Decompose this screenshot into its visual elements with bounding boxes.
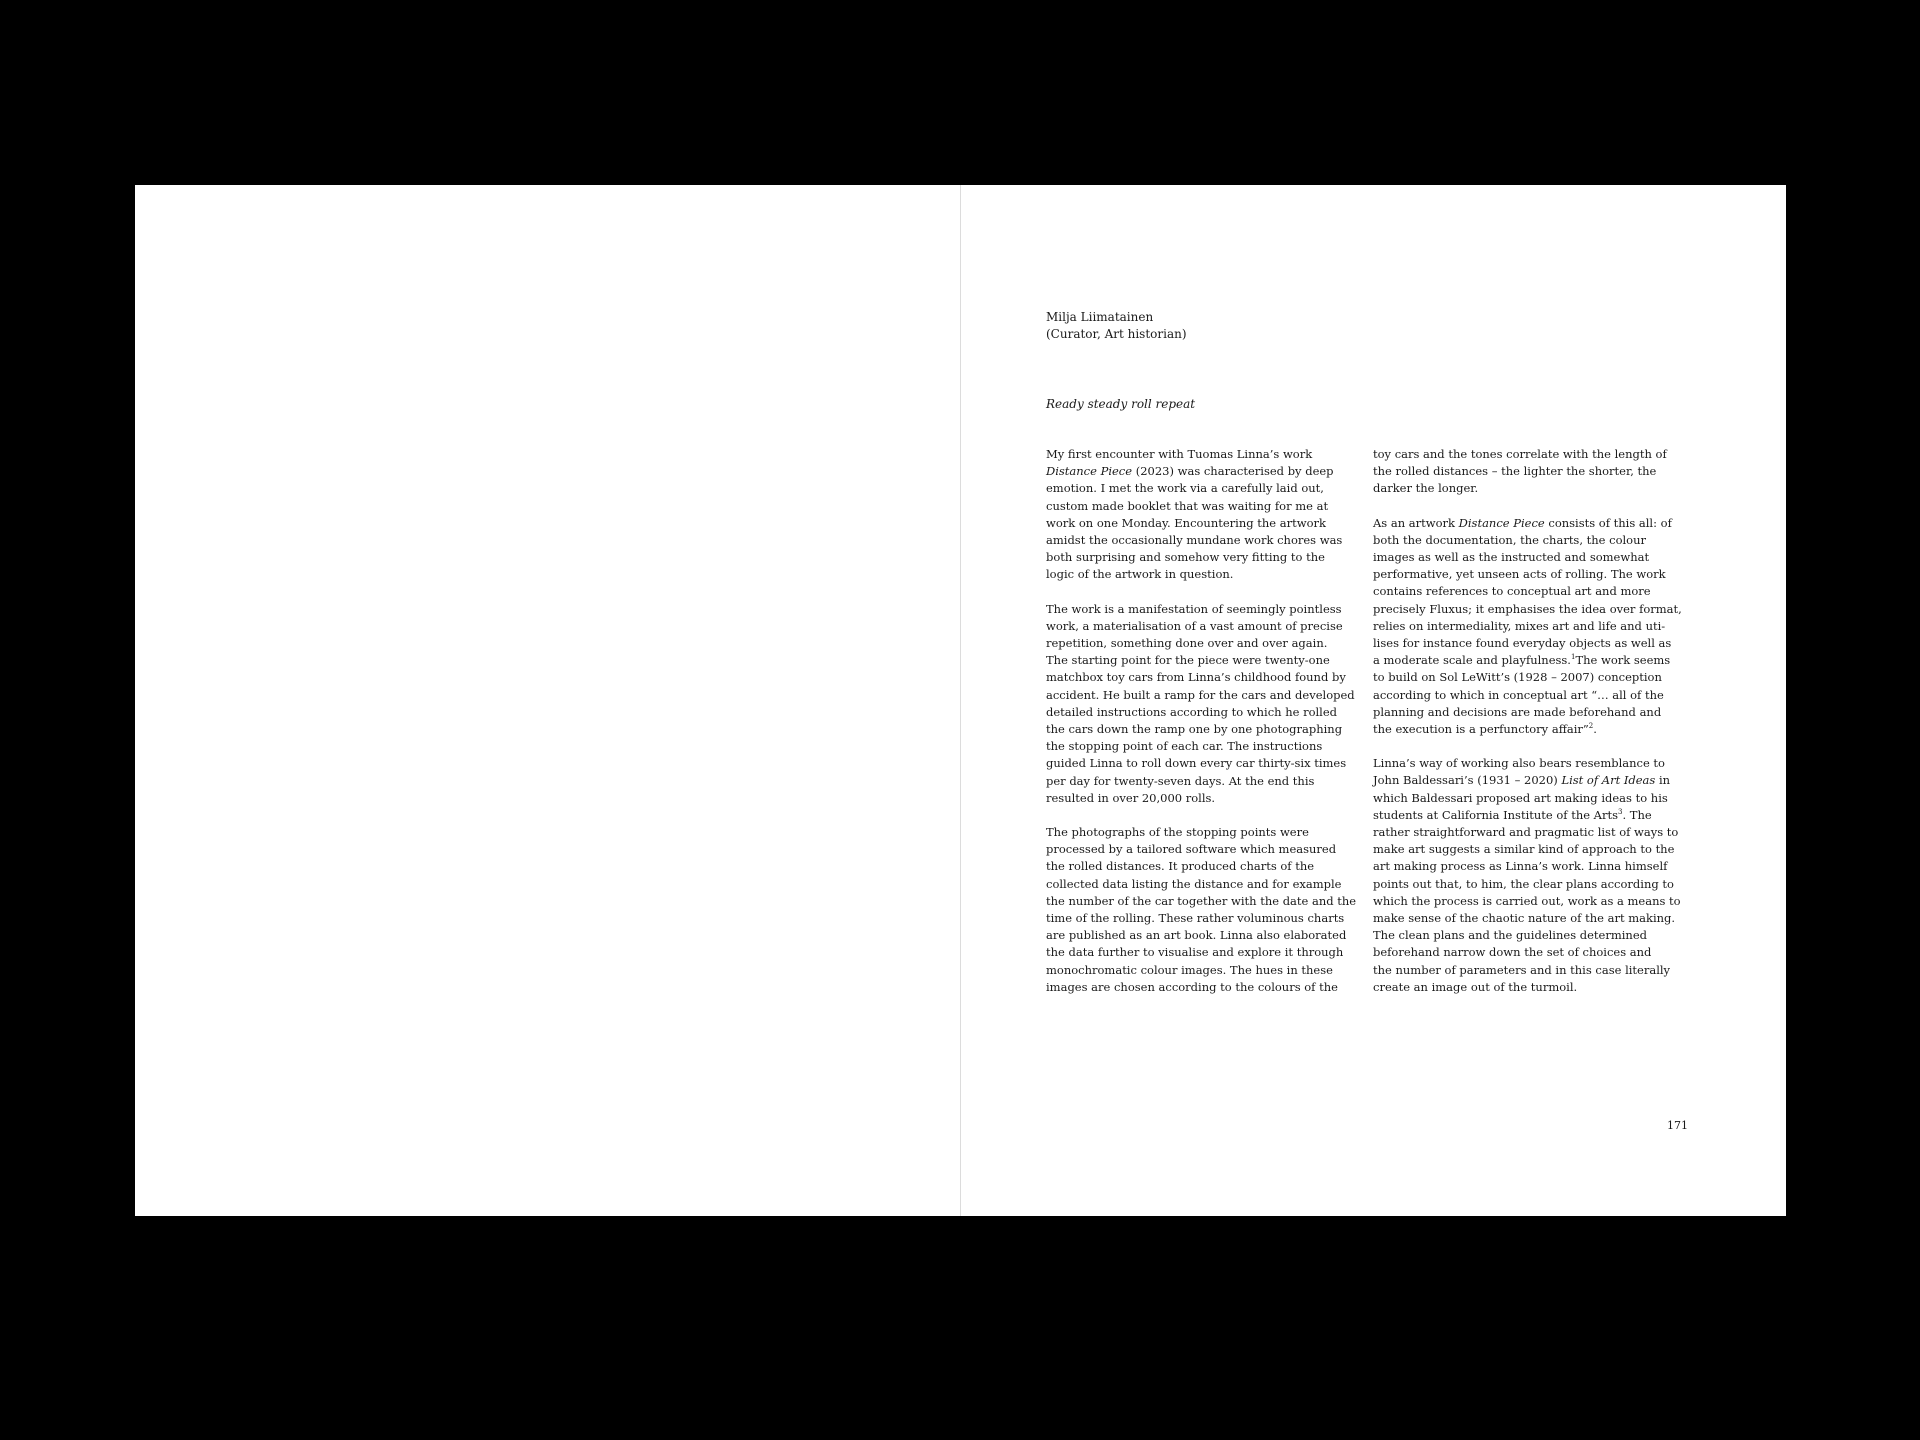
text-line: detailed instructions according to which he rolled: [1046, 704, 1338, 719]
text-line: the stopping point of each car. The instructions: [1046, 739, 1323, 754]
text-fragment: . The: [1622, 807, 1652, 822]
text-line: resulted in over 20,000 rolls.: [1046, 790, 1216, 805]
text-line: relies on intermediality, mixes art and life and uti-: [1373, 618, 1666, 633]
author-block: [1046, 309, 1187, 343]
essay-title: Ready steady roll repeat: [1046, 397, 1196, 411]
work-title-italic: List of Art Ideas: [1561, 773, 1656, 788]
text-line: which the process is carried out, work as a means to: [1373, 893, 1681, 908]
text-line: The clean plans and the guidelines determined: [1373, 928, 1647, 943]
right-page: [961, 185, 1786, 1216]
text-line: monochromatic colour images. The hues in these: [1046, 962, 1333, 977]
text-fragment: students at California Institute of the Arts: [1373, 807, 1619, 822]
text-line: work, a materialisation of a vast amount of precise: [1046, 618, 1343, 633]
paragraph-toy-cars: [1373, 446, 1673, 498]
paragraph-baldessari: [1373, 755, 1681, 996]
text-line: the rolled distances. It produced charts of the: [1046, 859, 1315, 874]
text-line: The starting point for the piece were twenty-one: [1046, 653, 1330, 668]
page-number: 171: [1667, 1119, 1688, 1132]
text-line: make art suggests a similar kind of approach to the: [1373, 842, 1675, 857]
text-line: [1373, 652, 1673, 669]
text-line: the rolled distances – the lighter the shorter, the: [1373, 464, 1657, 479]
text-line: matchbox toy cars from Linna’s childhood found by: [1046, 670, 1346, 685]
text-line: emotion. I met the work via a carefully laid out,: [1046, 481, 1324, 496]
text-line: the data further to visualise and explore it through: [1046, 945, 1344, 960]
footnote-marker: 2: [1588, 722, 1594, 731]
text-line: collected data listing the distance and for example: [1046, 876, 1342, 891]
text-line: The work is a manifestation of seemingly pointless: [1046, 601, 1342, 616]
paragraph-first-encounter: [1046, 446, 1346, 584]
text-fragment: The work seems: [1575, 653, 1671, 668]
text-line: the cars down the ramp one by one photographing: [1046, 722, 1343, 737]
text-line: beforehand narrow down the set of choices and: [1373, 945, 1652, 960]
footnote-marker: 3: [1618, 808, 1623, 817]
text-line: My first encounter with Tuomas Linna’s work: [1046, 447, 1313, 461]
text-line: create an image out of the turmoil.: [1373, 979, 1578, 994]
text-fragment: (2023) was characterised by deep: [1132, 464, 1334, 479]
text-line: logic of the artwork in question.: [1046, 567, 1234, 582]
text-line: Linna’s way of working also bears resemblance to: [1373, 756, 1665, 771]
text-fragment: consists of this all: of: [1544, 515, 1672, 530]
text-line: images as well as the instructed and somewhat: [1373, 550, 1650, 565]
text-line: rather straightforward and pragmatic list of ways to: [1373, 825, 1679, 840]
text-line: [1373, 807, 1673, 824]
text-line: [1373, 515, 1673, 532]
text-line: lises for instance found everyday objects as well as: [1373, 636, 1672, 651]
text-line: processed by a tailored software which measured: [1046, 842, 1337, 857]
book-spread: [135, 185, 1786, 1216]
work-title-italic: Distance Piece: [1458, 515, 1545, 530]
text-line: time of the rolling. These rather voluminous charts: [1046, 911, 1345, 926]
text-line: accident. He built a ramp for the cars and developed: [1046, 687, 1355, 702]
text-line: contains references to conceptual art and more: [1373, 584, 1651, 599]
text-line: [1373, 772, 1673, 789]
text-column-left: [1046, 446, 1357, 1013]
text-line: art making process as Linna’s work. Linna himself: [1373, 859, 1668, 874]
text-line: both the documentation, the charts, the colour: [1373, 532, 1647, 547]
text-line: according to which in conceptual art “… all of the: [1373, 687, 1664, 702]
text-line: the number of parameters and in this case literally: [1373, 962, 1671, 977]
text-line: performative, yet unseen acts of rolling. The work: [1373, 567, 1666, 582]
text-line: images are chosen according to the colours of the: [1046, 979, 1338, 994]
paragraph-manifestation: [1046, 601, 1355, 807]
text-line: both surprising and somehow very fitting to the: [1046, 550, 1325, 565]
text-fragment: .: [1593, 722, 1597, 737]
text-fragment: John Baldessari’s (1931 – 2020): [1373, 773, 1562, 788]
text-line: The photographs of the stopping points were: [1046, 825, 1309, 840]
text-line: planning and decisions are made beforehand and: [1373, 704, 1662, 719]
author-name: Milja Liimatainen: [1046, 310, 1154, 324]
text-line: are published as an art book. Linna also elaborated: [1046, 928, 1347, 943]
author-role: (Curator, Art historian): [1046, 327, 1187, 341]
text-fragment: As an artwork: [1373, 515, 1459, 530]
text-line: which Baldessari proposed art making ideas to his: [1373, 790, 1668, 805]
text-line: custom made booklet that was waiting for me at: [1046, 498, 1329, 513]
text-line: precisely Fluxus; it emphasises the idea over format,: [1373, 601, 1682, 616]
text-line: guided Linna to roll down every car thirty-six times: [1046, 756, 1347, 771]
paragraph-artwork-distance-piece: [1373, 515, 1682, 739]
text-line: the number of the car together with the date and the: [1046, 893, 1357, 908]
text-line: [1046, 463, 1346, 480]
footnote-marker: 1: [1570, 653, 1576, 662]
text-line: work on one Monday. Encountering the artwork: [1046, 515, 1326, 530]
text-fragment: in: [1655, 773, 1671, 788]
text-line: make sense of the chaotic nature of the art making.: [1373, 911, 1676, 926]
text-line: toy cars and the tones correlate with the length of: [1373, 447, 1667, 461]
text-line: points out that, to him, the clear plans according to: [1373, 876, 1674, 891]
text-line: per day for twenty-seven days. At the end this: [1046, 773, 1315, 788]
paragraph-photographs: [1046, 824, 1357, 996]
text-line: amidst the occasionally mundane work chores was: [1046, 533, 1343, 548]
text-line: [1373, 721, 1673, 738]
left-page-blank: [135, 185, 960, 1216]
text-column-right: [1373, 446, 1682, 1013]
work-title-italic: Distance Piece: [1046, 464, 1133, 479]
text-fragment: the execution is a perfunctory affair”: [1373, 722, 1589, 737]
text-fragment: a moderate scale and playfulness.: [1373, 653, 1571, 668]
text-line: to build on Sol LeWitt’s (1928 – 2007) conception: [1373, 670, 1662, 685]
text-line: darker the longer.: [1373, 481, 1479, 496]
text-line: repetition, something done over and over again.: [1046, 636, 1328, 651]
